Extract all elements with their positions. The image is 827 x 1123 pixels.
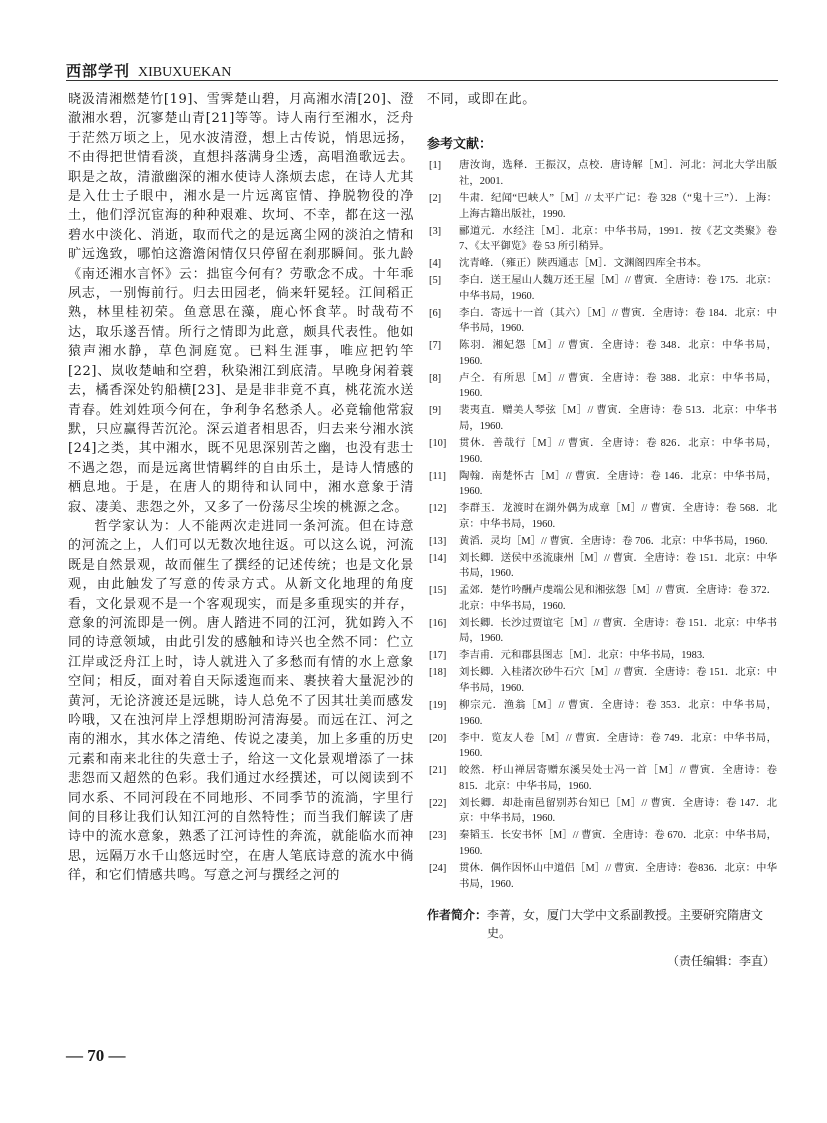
reference-number: [3] bbox=[429, 225, 442, 237]
reference-item bbox=[427, 665, 777, 696]
reference-item bbox=[427, 534, 777, 550]
reference-text: 牛肃．纪闻“巴峡人”［M］// 太平广记：卷 328（“鬼十三”）．上海：上海古籍出版社，1990. bbox=[459, 192, 777, 220]
reference-item bbox=[427, 224, 777, 255]
author-bio-label: 作者简介： bbox=[427, 908, 488, 923]
journal-title-cn: 西部学刊 bbox=[66, 62, 131, 80]
journal-title bbox=[66, 60, 231, 81]
reference-item bbox=[427, 616, 777, 647]
reference-item bbox=[427, 403, 777, 434]
left-column bbox=[68, 90, 414, 886]
reference-number: [1] bbox=[429, 160, 442, 172]
reference-item bbox=[427, 501, 777, 532]
reference-text: 秦韬玉．长安书怀［M］// 曹寅．全唐诗：卷 670．北京：中华书局，1960. bbox=[459, 830, 777, 857]
reference-number: [9] bbox=[429, 405, 442, 417]
body-paragraph-text: 哲学家认为：人不能两次走进同一条河流。但在诗意的河流之上，人们可以无数次地往返。可以这么说，河流既是自然景观，故而催生了撰经的记述传统；也是文化景观，由此触发了写意的传录方式。从新文化地理的角度看，文化景观不是一个客观现实，而是多重现实的并存，意象的河流即是一例。唐人踏进不同的江河，犹如跨入不同的诗意领域，由此引发的感触和诗兴也全然不同：伫立江岸或泛舟江上时，诗人就进入了多愁而有情的水上意象空间；相反，面对着自天际逶迤而来、裹挟着大量泥沙的黄河，无论济渡还是远眺，诗人总免不了因其壮美而感发吟哦，又在浊河岸上浮想期盼河清海晏。而远在江、河之南的湘水，其水体之清绝、传说之凄美，加上多重的历史元素和南来北往的失意士子，给这一文化景观增添了一抹悲怨而又超然的色彩。我们通过水经撰述，可以阅读到不同水系、不同河段在不同地形、不同季节的流淌，字里行间的目移让我们认知江河的自然特性；而当我们解读了唐诗中的流水意象，熟悉了江河诗性的奔流，就能临水而神思，远隔万水千山悠远时空，在唐人笔底诗意的流水中徜徉，和它们情感共鸣。写意之河与撰经之河的 bbox=[68, 518, 414, 884]
reference-item bbox=[427, 731, 777, 762]
reference-item bbox=[427, 551, 777, 582]
reference-text: 郦道元．水经注［M］．北京：中华书局，1991．按《艺文类聚》卷 7、《太平御览》卷 53 所引稍异。 bbox=[459, 225, 777, 253]
reference-text: 卢仝．有所思［M］// 曹寅．全唐诗：卷 388．北京：中华书局，1960. bbox=[459, 372, 777, 400]
reference-text: 陶翰．南楚怀古［M］// 曹寅．全唐诗：卷 146．北京：中华书局，1960. bbox=[459, 470, 777, 498]
reference-number: [7] bbox=[429, 340, 442, 352]
reference-text: 李中．览友人卷［M］// 曹寅．全唐诗：卷 749．北京：中华书局，1960. bbox=[459, 732, 777, 760]
reference-item bbox=[427, 256, 777, 272]
reference-text: 刘长卿．却赴南邑留别苏台知已［M］// 曹寅．全唐诗：卷 147．北京：中华书局，1960. bbox=[459, 797, 777, 825]
reference-number: [22] bbox=[429, 797, 447, 809]
reference-item bbox=[427, 796, 777, 827]
author-bio bbox=[427, 906, 777, 942]
reference-item bbox=[427, 306, 777, 337]
reference-item bbox=[427, 861, 777, 892]
reference-number: [13] bbox=[429, 535, 447, 547]
responsible-editor: （责任编辑：李直） bbox=[666, 954, 775, 969]
body-paragraph: 晓汲清湘燃楚竹[19]、雪霁楚山碧，月高湘水清[20]、澄澈湘水碧，沉寥楚山青[21]等等。诗人南行至湘水，泛舟于茫然万顷之上，见水波清澄，想上古传说，悄思远扬，不由得把世情看淡，直想抖落满身尘透，高唱渔歌远去。职是之故，清澈幽深的湘水使诗人涤烦去虑，在诗人尤其是入仕士子眼中，湘水是一片远离宦情、挣脱物役的净土，他们浮沉宦海的种种艰难、坎坷、不幸，都在这一泓碧水中淡化、消逝，取而代之的是远离尘网的淡泊之情和旷远逸致，哪怕这澹澹闲情仅只停留在刹那瞬间。张九龄《南还湘水言怀》云：拙宦今何有？劳歌念不成。十年乖夙志，一别悔前行。归去田园老，倘来轩冕轻。江间稻正熟，林里桂初荣。鱼意思在藻，鹿心怀食苹。时哉苟不达，取乐遂吾情。所行之情即为此意，颇具代表性。他如猿声湘水静，草色洞庭宽。已料生涯事，唯应把钓竿[22]、岚收楚岫和空碧，秋染湘江到底清。早晚身闲着蓑去，橘香深处钓船横[23]、是是非非竟不真，桃花流水送青春。姓刘姓项今何在，争利争名愁杀人。必竟输他常寂默，只应赢得苦沉沦。深云道者相思否，归去来兮湘水滨[24]之类，其中湘水，既不见思深别苦之幽，也没有悲士不遇之怨，而是远离世情羁绊的自由乐土，是诗人情感的栖息地。于是，在唐人的期待和认同中，湘水意象于清寂、凄美、悲怨之外，又多了一份荡尽尘埃的桃源之念。 bbox=[68, 92, 414, 515]
reference-item bbox=[427, 436, 777, 467]
reference-text: 黄滔．灵均［M］// 曹寅．全唐诗：卷 706．北京：中华书局，1960. bbox=[459, 535, 768, 547]
reference-item bbox=[427, 191, 777, 222]
reference-item bbox=[427, 648, 777, 664]
reference-text: 贯休．偶作因怀山中道侣［M］// 曹寅．全唐诗：卷836．北京：中华书局，1960. bbox=[459, 862, 777, 890]
reference-number: [18] bbox=[429, 667, 447, 679]
reference-item bbox=[427, 273, 777, 304]
reference-number: [12] bbox=[429, 503, 447, 515]
reference-number: [15] bbox=[429, 585, 447, 597]
reference-number: [16] bbox=[429, 617, 447, 629]
reference-item bbox=[427, 469, 777, 500]
reference-number: [23] bbox=[429, 830, 447, 842]
reference-number: [19] bbox=[429, 700, 447, 712]
header-rule bbox=[66, 80, 778, 81]
reference-number: [8] bbox=[429, 372, 442, 384]
reference-number: [5] bbox=[429, 275, 442, 287]
reference-text: 贯休．善哉行［M］// 曹寅．全唐诗：卷 826．北京：中华书局，1960. bbox=[459, 438, 777, 465]
reference-text: 刘长卿．长沙过贾谊宅［M］// 曹寅．全唐诗：卷 151．北京：中华书局，1960. bbox=[459, 617, 777, 645]
right-column bbox=[427, 90, 777, 969]
reference-text: 柳宗元．渔翁［M］// 曹寅．全唐诗：卷 353．北京：中华书局，1960. bbox=[459, 700, 777, 727]
reference-text: 唐汝询，选释．王振汉，点校．唐诗解［M］．河北：河北大学出版社，2001. bbox=[459, 160, 777, 187]
running-header bbox=[66, 58, 778, 80]
journal-title-en: XIBUXUEKAN bbox=[138, 65, 232, 80]
reference-text: 皎然．杼山禅居寄赠东溪吴处士冯一首［M］// 曹寅．全唐诗：卷 815．北京：中华书局，1960. bbox=[459, 765, 777, 792]
reference-number: [17] bbox=[429, 650, 447, 662]
reference-number: [2] bbox=[429, 192, 442, 204]
reference-text: 李白．送王屋山人魏万还王屋［M］// 曹寅．全唐诗：卷 175．北京：中华书局，1960. bbox=[459, 275, 777, 302]
reference-text: 李群玉．龙渡时在湖外偶为成章［M］// 曹寅．全唐诗：卷 568．北京：中华书局，1960. bbox=[459, 503, 777, 530]
references-heading: 参考文献： bbox=[427, 137, 493, 153]
reference-text: 刘长卿．送侯中丞流康州［M］// 曹寅．全唐诗：卷 151．北京：中华书局，1960. bbox=[459, 552, 777, 580]
reference-number: [14] bbox=[429, 552, 447, 564]
body-paragraph bbox=[68, 517, 414, 886]
reference-text: 刘长卿．入桂渚次砂牛石穴［M］// 曹寅．全唐诗：卷 151．北京：中华书局，1960. bbox=[459, 667, 777, 695]
reference-item bbox=[427, 698, 777, 729]
reference-number: [4] bbox=[429, 258, 442, 270]
reference-text: 沈青峰．（雍正）陕西通志［M］．文渊阁四库全书本。 bbox=[459, 258, 708, 270]
references-list bbox=[427, 158, 777, 892]
reference-text: 裴夷直．赠美人琴弦［M］// 曹寅．全唐诗：卷 513．北京：中华书局，1960. bbox=[459, 405, 777, 433]
reference-text: 李白．寄远十一首（其六）［M］// 曹寅．全唐诗：卷 184．北京：中华书局，1960. bbox=[459, 307, 777, 335]
reference-number: [20] bbox=[429, 732, 447, 744]
reference-text: 陈羽．湘妃怨［M］// 曹寅．全唐诗：卷 348．北京：中华书局，1960. bbox=[459, 340, 777, 367]
reference-item bbox=[427, 828, 777, 859]
reference-number: [24] bbox=[429, 862, 447, 874]
reference-number: [6] bbox=[429, 307, 442, 319]
page-number: — 70 — bbox=[66, 1046, 126, 1065]
reference-item bbox=[427, 338, 777, 369]
reference-item bbox=[427, 583, 777, 614]
reference-number: [21] bbox=[429, 765, 447, 777]
reference-text: 李吉甫．元和郡县图志［M］．北京：中华书局，1983. bbox=[459, 650, 705, 662]
body-paragraph-tail: 不同，或即在此。 bbox=[427, 92, 536, 107]
reference-item bbox=[427, 763, 777, 794]
reference-item bbox=[427, 158, 777, 189]
reference-number: [10] bbox=[429, 438, 447, 450]
reference-number: [11] bbox=[429, 470, 446, 482]
author-bio-text: 李菁，女，厦门大学中文系副教授。主要研究隋唐文史。 bbox=[487, 908, 764, 941]
reference-text: 孟郊．楚竹吟酬卢虔端公见和湘弦怨［M］// 曹寅．全唐诗：卷 372．北京：中华书局，1960. bbox=[459, 585, 777, 612]
reference-item bbox=[427, 371, 777, 402]
